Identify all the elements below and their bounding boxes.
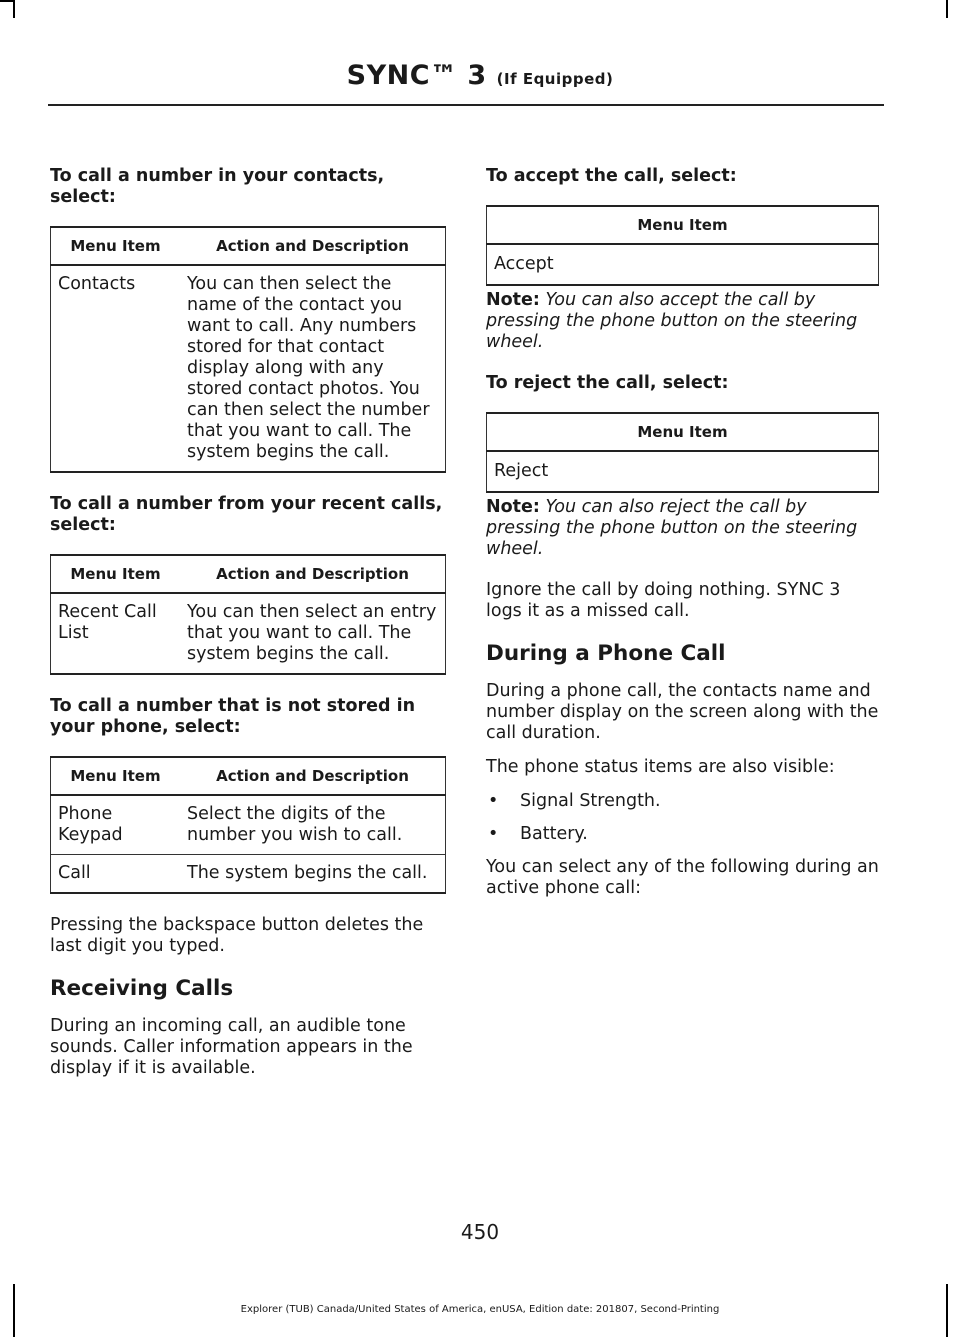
table-row <box>487 451 879 492</box>
note-text: You can also accept the call by pressing the phone button on the steering wheel. <box>486 290 858 352</box>
table-header-row <box>487 206 879 244</box>
list-item: • Signal Strength. <box>486 791 879 812</box>
description-cell: Select the digits of the number you wish to call. <box>180 795 446 855</box>
during-paragraph: During a phone call, the contacts name and number display on the screen along with the call duration. <box>486 681 879 743</box>
crop-mark <box>13 0 15 18</box>
contacts-lead: To call a number in your contacts, select: <box>50 166 385 207</box>
note-label: Note: <box>486 497 540 517</box>
header-title: SYNC™ 3 <box>346 60 487 91</box>
table-header-row <box>51 555 446 593</box>
page-footer: Explorer (TUB) Canada/United States of America, enUSA, Edition date: 201807, Second-Printing <box>240 1304 720 1315</box>
description-cell: The system begins the call. <box>180 855 446 894</box>
table-row <box>51 593 446 674</box>
accept-lead: To accept the call, select: <box>486 166 737 186</box>
header-subtitle: (If Equipped) <box>496 70 614 88</box>
menu-item-cell: Phone Keypad <box>51 795 181 855</box>
note-label: Note: <box>486 290 540 310</box>
table-row <box>487 244 879 285</box>
backspace-paragraph: Pressing the backspace button deletes the last digit you typed. <box>50 915 424 956</box>
receiving-heading: Receiving Calls <box>50 976 234 1001</box>
recent-table <box>50 554 446 675</box>
recent-lead: To call a number from your recent calls, select: <box>50 494 443 535</box>
table-row <box>51 795 446 855</box>
status-paragraph: The phone status items are also visible: <box>486 757 835 777</box>
table-row <box>51 265 446 472</box>
column-header: Menu Item <box>51 555 181 593</box>
status-list <box>486 791 879 845</box>
receiving-paragraph: During an incoming call, an audible tone sounds. Caller information appears in the display if it is available. <box>50 1016 413 1078</box>
column-header: Menu Item <box>487 413 879 451</box>
menu-item-cell: Recent Call List <box>51 593 181 674</box>
column-header: Menu Item <box>51 227 181 265</box>
left-column <box>50 166 446 1092</box>
reject-note <box>486 497 879 560</box>
column-header: Action and Description <box>180 555 446 593</box>
select-paragraph: You can select any of the following during an active phone call: <box>486 857 879 898</box>
during-heading: During a Phone Call <box>486 641 726 666</box>
right-column <box>486 166 879 912</box>
page-header <box>0 60 960 91</box>
menu-item-cell: Reject <box>487 451 879 492</box>
description-cell: You can then select the name of the contact you want to call. Any numbers stored for that contact display along with any stored contact photos. You can then select the number that you want to call. The system begins the call. <box>180 265 446 472</box>
ignore-paragraph: Ignore the call by doing nothing. SYNC 3 logs it as a missed call. <box>486 580 841 621</box>
menu-item-cell: Call <box>51 855 181 894</box>
page-number: 450 <box>460 1220 500 1244</box>
table-header-row <box>51 227 446 265</box>
menu-item-cell: Accept <box>487 244 879 285</box>
column-header: Action and Description <box>180 757 446 795</box>
reject-table <box>486 412 879 493</box>
keypad-table <box>50 756 446 894</box>
description-cell: You can then select an entry that you want to call. The system begins the call. <box>180 593 446 674</box>
crop-mark <box>946 0 948 18</box>
column-header: Action and Description <box>180 227 446 265</box>
table-header-row <box>51 757 446 795</box>
reject-lead: To reject the call, select: <box>486 373 729 393</box>
table-row <box>51 855 446 894</box>
crop-mark <box>0 0 13 2</box>
accept-table <box>486 205 879 286</box>
table-header-row <box>487 413 879 451</box>
column-header: Menu Item <box>487 206 879 244</box>
column-header: Menu Item <box>51 757 181 795</box>
header-divider <box>48 104 884 106</box>
list-item: • Battery. <box>486 824 879 845</box>
note-text: You can also reject the call by pressing the phone button on the steering wheel. <box>486 497 858 559</box>
keypad-lead: To call a number that is not stored in your phone, select: <box>50 696 416 737</box>
accept-note <box>486 290 879 353</box>
contacts-table <box>50 226 446 473</box>
menu-item-cell: Contacts <box>51 265 181 472</box>
